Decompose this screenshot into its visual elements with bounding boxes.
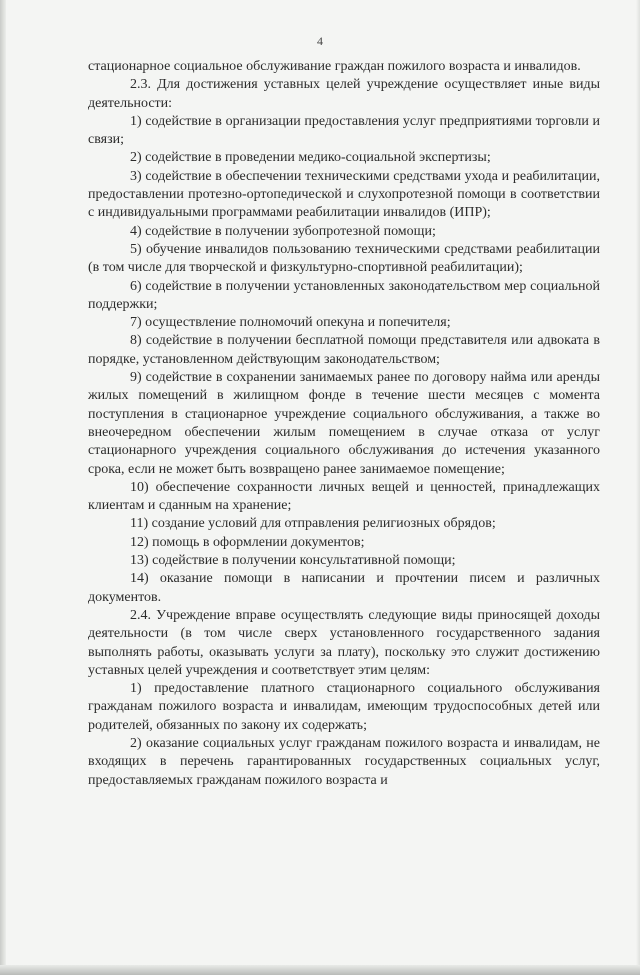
paragraph: 4) содействие в получении зубопротезной помощи; bbox=[130, 223, 436, 239]
scan-left-edge bbox=[0, 0, 6, 975]
scan-bottom-edge bbox=[0, 965, 640, 975]
paragraph: 7) осуществление полномочий опекуна и попечителя; bbox=[130, 315, 451, 331]
paragraph: 2.4. Учреждение вправе осуществлять следующие виды приносящей доходы деятельности (в том числе сверх установленного государственного задания выполнять работы, оказывать услуги за плату), поскольку это служит достижению уставных целей учреждения и соответствует этим целям: bbox=[88, 607, 600, 678]
paragraph: стационарное социальное обслуживание граждан пожилого возраста и инвалидов. bbox=[88, 59, 581, 74]
scan-right-edge bbox=[636, 0, 640, 975]
paragraph: 13) содействие в получении консультативной помощи; bbox=[130, 553, 456, 569]
paragraph: 12) помощь в оформлении документов; bbox=[130, 534, 365, 550]
paragraph: 9) содействие в сохранении занимаемых ранее по договору найма или аренды жилых помещений в жилищном фонде в течение шести месяцев с момента поступления в стационарное учреждение социального обслуживания, а также во внеочередном обеспечении жилым помещением в случае отказа от услуг стационарного учреждения социального обслуживания до истечения указанного срока, если не может быть возвращено ранее занимаемое помещение; bbox=[88, 370, 600, 477]
paragraph: 11) создание условий для отправления религиозных обрядов; bbox=[130, 516, 496, 532]
paragraph: 5) обучение инвалидов пользованию техническими средствами реабилитации (в том числе для творческой и физкультурно-спортивной реабилитации); bbox=[88, 241, 600, 276]
paragraph: 14) оказание помощи в написании и прочтении писем и различных документов. bbox=[88, 571, 600, 605]
paragraph: 3) содействие в обеспечении техническими средствами ухода и реабилитации, предоставлении протезно-ортопедической и слухопротезной помощи в соответствии с индивидуальными программами реабилитации инвалидов (ИПР); bbox=[88, 168, 600, 221]
paragraph: 2) содействие в проведении медико-социальной экспертизы; bbox=[130, 150, 491, 166]
paragraph: 10) обеспечение сохранности личных вещей и ценностей, принадлежащих клиентам и сданным на хранение; bbox=[88, 479, 600, 514]
document-body bbox=[88, 58, 600, 790]
page-number: 4 bbox=[317, 34, 323, 48]
paragraph: 2) оказание социальных услуг гражданам пожилого возраста и инвалидам, не входящих в перечень гарантированных государственных социальных услуг, предоставляемых гражданам пожилого возраста и bbox=[88, 735, 600, 788]
paragraph: 1) предоставление платного стационарного социального обслуживания гражданам пожилого возраста и инвалидам, имеющим трудоспособных детей или родителей, обязанных по закону их содержать; bbox=[88, 681, 600, 733]
paragraph: 2.3. Для достижения уставных целей учреждение осуществляет иные виды деятельности: bbox=[88, 77, 600, 111]
paragraph: 6) содействие в получении установленных законодательством мер социальной поддержки; bbox=[88, 278, 600, 312]
paragraph: 8) содействие в получении бесплатной помощи представителя или адвоката в порядке, установленном действующим законодательством; bbox=[88, 333, 600, 367]
paragraph: 1) содействие в организации предоставления услуг предприятиями торговли и связи; bbox=[88, 113, 600, 148]
